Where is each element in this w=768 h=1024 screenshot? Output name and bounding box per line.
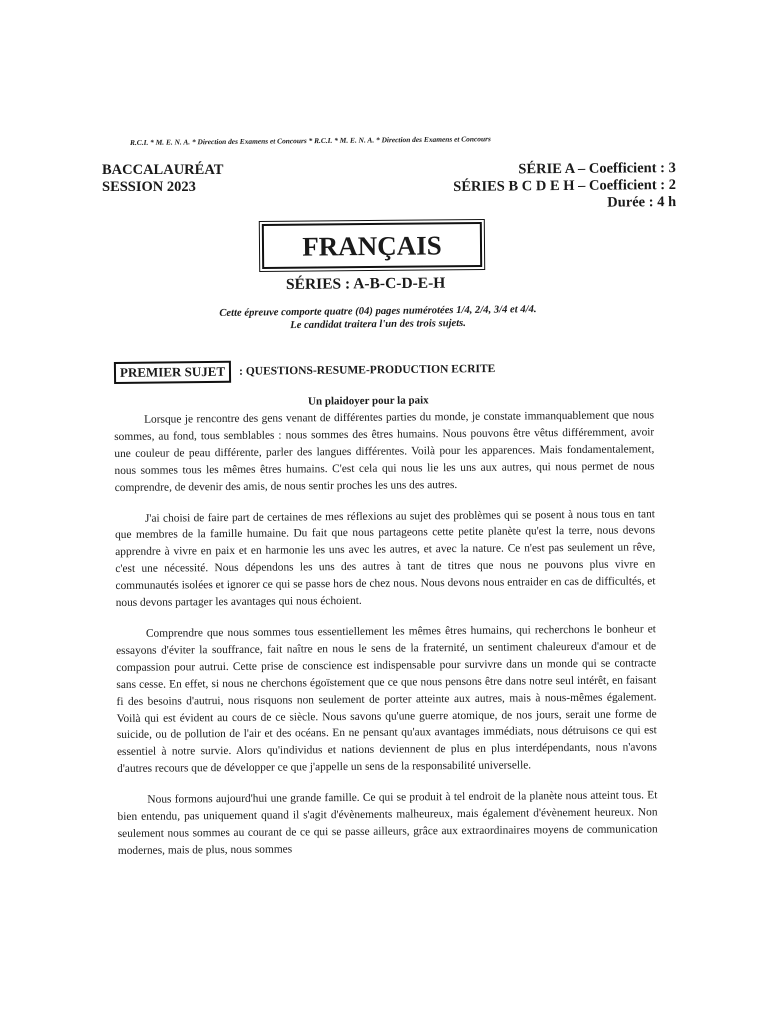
exam-info-left	[102, 162, 223, 196]
text-body	[114, 407, 658, 859]
exam-duration: Durée : 4 h	[607, 193, 677, 211]
instructions-line-1: Cette épreuve comporte quatre (04) pages numérotées 1/4, 2/4, 3/4 et 4/4.	[219, 304, 537, 319]
serie-a-coefficient: SÉRIE A – Coefficient : 3	[518, 160, 677, 178]
series-bcdeh-coefficient: SÉRIES B C D E H – Coefficient : 2	[453, 176, 677, 195]
premier-sujet-heading	[114, 358, 496, 384]
exam-info-right	[453, 160, 676, 213]
subject-title-box: FRANÇAIS	[262, 222, 482, 269]
text-paragraph: Nous formons aujourd'hui une grande famille. Ce qui se produit à tel endroit de la planète nous atteint tous. Et bien entendu, pas uniquement quand il s'agit d'évènements malheureux, mais également d'évènement heureux. Non seulement nous sommes au courant de ce qui se passe ailleurs, grâce aux extraordinaires moyens de communication modernes, mais de plus, nous sommes	[117, 789, 658, 857]
text-paragraph: Comprendre que nous sommes tous essentiellement les mêmes êtres humains, qui recherchons le bonheur et essayons d'éviter la souffrance, fait naître en nous le sens de la fraternité, un sentiment chaleureux d'amour et de compassion pour autrui. Cette prise de conscience est indispensable pour survivre dans un monde qui se contracte sans cesse. En effet, si nous ne cherchons égoïstement que ce que nous pensons être dans notre seul intérêt, en faisant fi des besoins d'autrui, nous risquons non seulement de porter atteinte aux autres, mais à nous-mêmes également. Voilà qui est évident au cours de ce siècle. Nous savons qu'une guerre atomique, de nos jours, serait une forme de suicide, ou de pollution de l'air et des océans. En ne pensant qu'aux avantages immédiats, nous détruisons ce qui est essentiel à notre survie. Alors qu'individus et nations deviennent de plus en plus interdépendants, nous n'avons d'autres recours que de développer ce que j'appelle un sens de la responsabilité universelle.	[116, 623, 658, 776]
subject-series: SÉRIES : A-B-C-D-E-H	[285, 274, 446, 293]
exam-session: SESSION 2023	[102, 179, 196, 195]
text-title: Un plaidoyer pour la paix	[307, 394, 429, 408]
institution-header-line: R.C.I. * M. E. N. A. * Direction des Examens et Concours * R.C.I. * M. E. N. A. * Direction des Examens et Concours	[129, 134, 491, 147]
text-paragraph: J'ai choisi de faire part de certaines de mes réflexions au sujet des problèmes qui se posent à nous tous en tant que membres de la famille humaine. Du fait que nous partageons cette petite planète qu'est la terre, nous devons apprendre à vivre en paix et en harmonie les uns avec les autres, et avec la nature. Ce n'est pas seulement un rêve, c'est une nécessité. Nous dépendons les uns des autres à tant de titres que nous ne pouvons plus vivre en communautés isolées et ignorer ce qui se passe hors de chez nous. Nous devons nous entraider en cas de difficultés, et nous devons partager les avantages qui nous échoient.	[115, 507, 656, 610]
premier-sujet-label: PREMIER SUJET	[114, 361, 231, 384]
premier-sujet-title: : QUESTIONS-RESUME-PRODUCTION ECRITE	[239, 363, 496, 378]
exam-title: BACCALAURÉAT	[102, 162, 224, 178]
exam-instructions	[168, 302, 588, 333]
instructions-line-2: Le candidat traitera l'un des trois sujets.	[290, 317, 466, 332]
text-paragraph: Lorsque je rencontre des gens venant de différentes parties du monde, je constate immanquablement que nous sommes, au fond, tous semblables : nous sommes des êtres humains. Nous pouvons être vêtus différemment, avoir une couleur de peau différente, parler des langues différentes. Voilà pour les apparences. Mais fondamentalement, nous sommes tous les mêmes êtres humains. C'est cela qui nous lie les uns aux autres, qui nous permet de nous comprendre, de devenir des amis, de nous sentir proches les uns des autres.	[114, 409, 655, 494]
